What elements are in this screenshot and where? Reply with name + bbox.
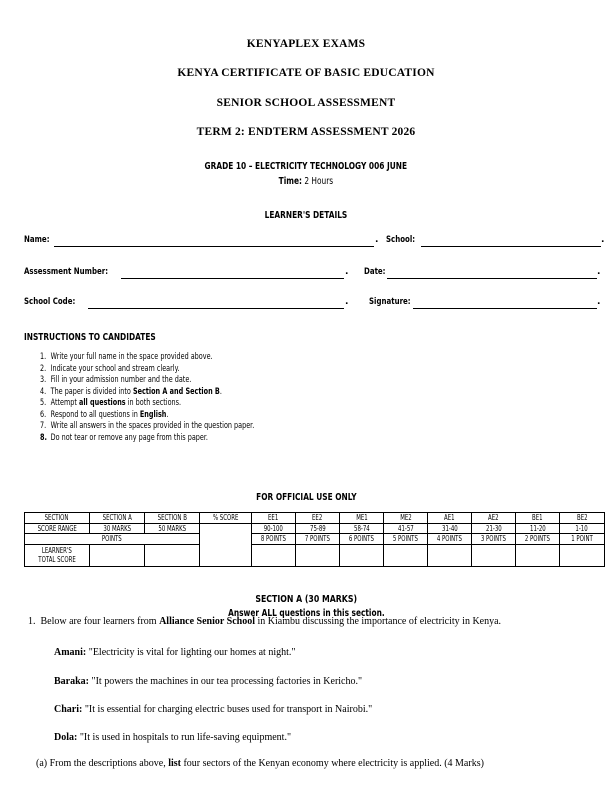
instruction-item: 5. Attempt all questions in both sections. (40, 398, 182, 408)
official-score-table (24, 512, 605, 567)
date-label: Date: (364, 267, 386, 277)
assessment-title: SENIOR SCHOOL ASSESSMENT (216, 97, 396, 109)
time-value: 2 Hours (304, 176, 334, 187)
name-label: Name: (24, 235, 50, 245)
learner-details-title: LEARNER'S DETAILS (264, 210, 348, 221)
name-field[interactable] (54, 246, 374, 247)
official-use-title: FOR OFFICIAL USE ONLY (255, 492, 357, 503)
subject-line: GRADE 10 – ELECTRICITY TECHNOLOGY 006 JUNE (204, 161, 408, 172)
signature-field[interactable] (413, 308, 597, 309)
table-row: SECTION SECTION A SECTION B % SCORE EE1 EE2 ME1 ME2 AE1 AE2 BE1 BE2 (25, 513, 605, 524)
table-row: LEARNER'S TOTAL SCORE (25, 544, 605, 566)
instruction-item: 2. Indicate your school and stream clearly. (40, 363, 180, 374)
school-code-label: School Code: (24, 297, 76, 307)
school-field[interactable] (421, 246, 601, 247)
assessment-number-label: Assessment Number: (24, 267, 109, 277)
time-label: Time: (278, 176, 303, 187)
instruction-item: 1. Write your full name in the space provided above. (40, 352, 213, 362)
school-label: School: (386, 235, 416, 245)
signature-label: Signature: (369, 297, 411, 307)
percent-score-cell[interactable] (200, 523, 252, 566)
table-row: POINTS 8 POINTS 7 POINTS 6 POINTS 5 POINTS 4 POINTS 3 POINTS 2 POINTS 1 POINT (25, 534, 605, 545)
instruction-item: 8. Do not tear or remove any page from this paper. (40, 432, 208, 443)
org-title: KENYAPLEX EXAMS (246, 38, 366, 50)
row-code-signature: School Code: . Signature: . (24, 297, 601, 307)
section-a-title: SECTION A (30 MARKS) (255, 594, 357, 605)
question-1a: (a) From the descriptions above, list four sectors of the Kenyan economy where electricity is applied. (4 Marks) (36, 758, 484, 769)
speaker-baraka: Baraka: "It powers the machines in our tea processing factories in Kericho." (54, 676, 363, 687)
time-line (0, 171, 612, 189)
instruction-item: 6. Respond to all questions in English. (40, 409, 169, 420)
speaker-amani: Amani: "Electricity is vital for lighting our homes at night." (54, 647, 296, 658)
row-assessment-date: Assessment Number: . Date: . (24, 267, 601, 277)
speaker-dola: Dola: "It is used in hospitals to run life-saving equipment." (54, 732, 292, 743)
instruction-item: 4. The paper is divided into Section A and Section B. (40, 386, 222, 397)
date-field[interactable] (387, 278, 597, 279)
assessment-number-field[interactable] (121, 278, 344, 279)
row-name-school: Name: . School: . (24, 235, 605, 245)
instruction-item: 7. Write all answers in the spaces provided in the question paper. (40, 421, 255, 431)
certificate-title: KENYA CERTIFICATE OF BASIC EDUCATION (177, 67, 435, 79)
instructions-title: INSTRUCTIONS TO CANDIDATES (24, 332, 156, 343)
question-1: 1. Below are four learners from Alliance Senior School in Kiambu discussing the importance of electricity in Kenya. (28, 616, 502, 627)
term-title: TERM 2: ENDTERM ASSESSMENT 2026 (196, 126, 416, 138)
section-a-subtitle: Answer ALL questions in this section. (227, 608, 385, 619)
section-b-score-cell[interactable] (145, 544, 200, 566)
table-row: SCORE RANGE 30 MARKS 50 MARKS 90-100 75-89 58-74 41-57 31-40 21-30 11-20 1-10 (25, 523, 605, 534)
speaker-chari: Chari: "It is essential for charging electric buses used for transport in Nairobi." (54, 704, 373, 715)
section-a-score-cell[interactable] (90, 544, 145, 566)
instructions-list (40, 352, 322, 444)
instruction-item: 3. Fill in your admission number and the date. (40, 375, 192, 385)
school-code-field[interactable] (88, 308, 344, 309)
